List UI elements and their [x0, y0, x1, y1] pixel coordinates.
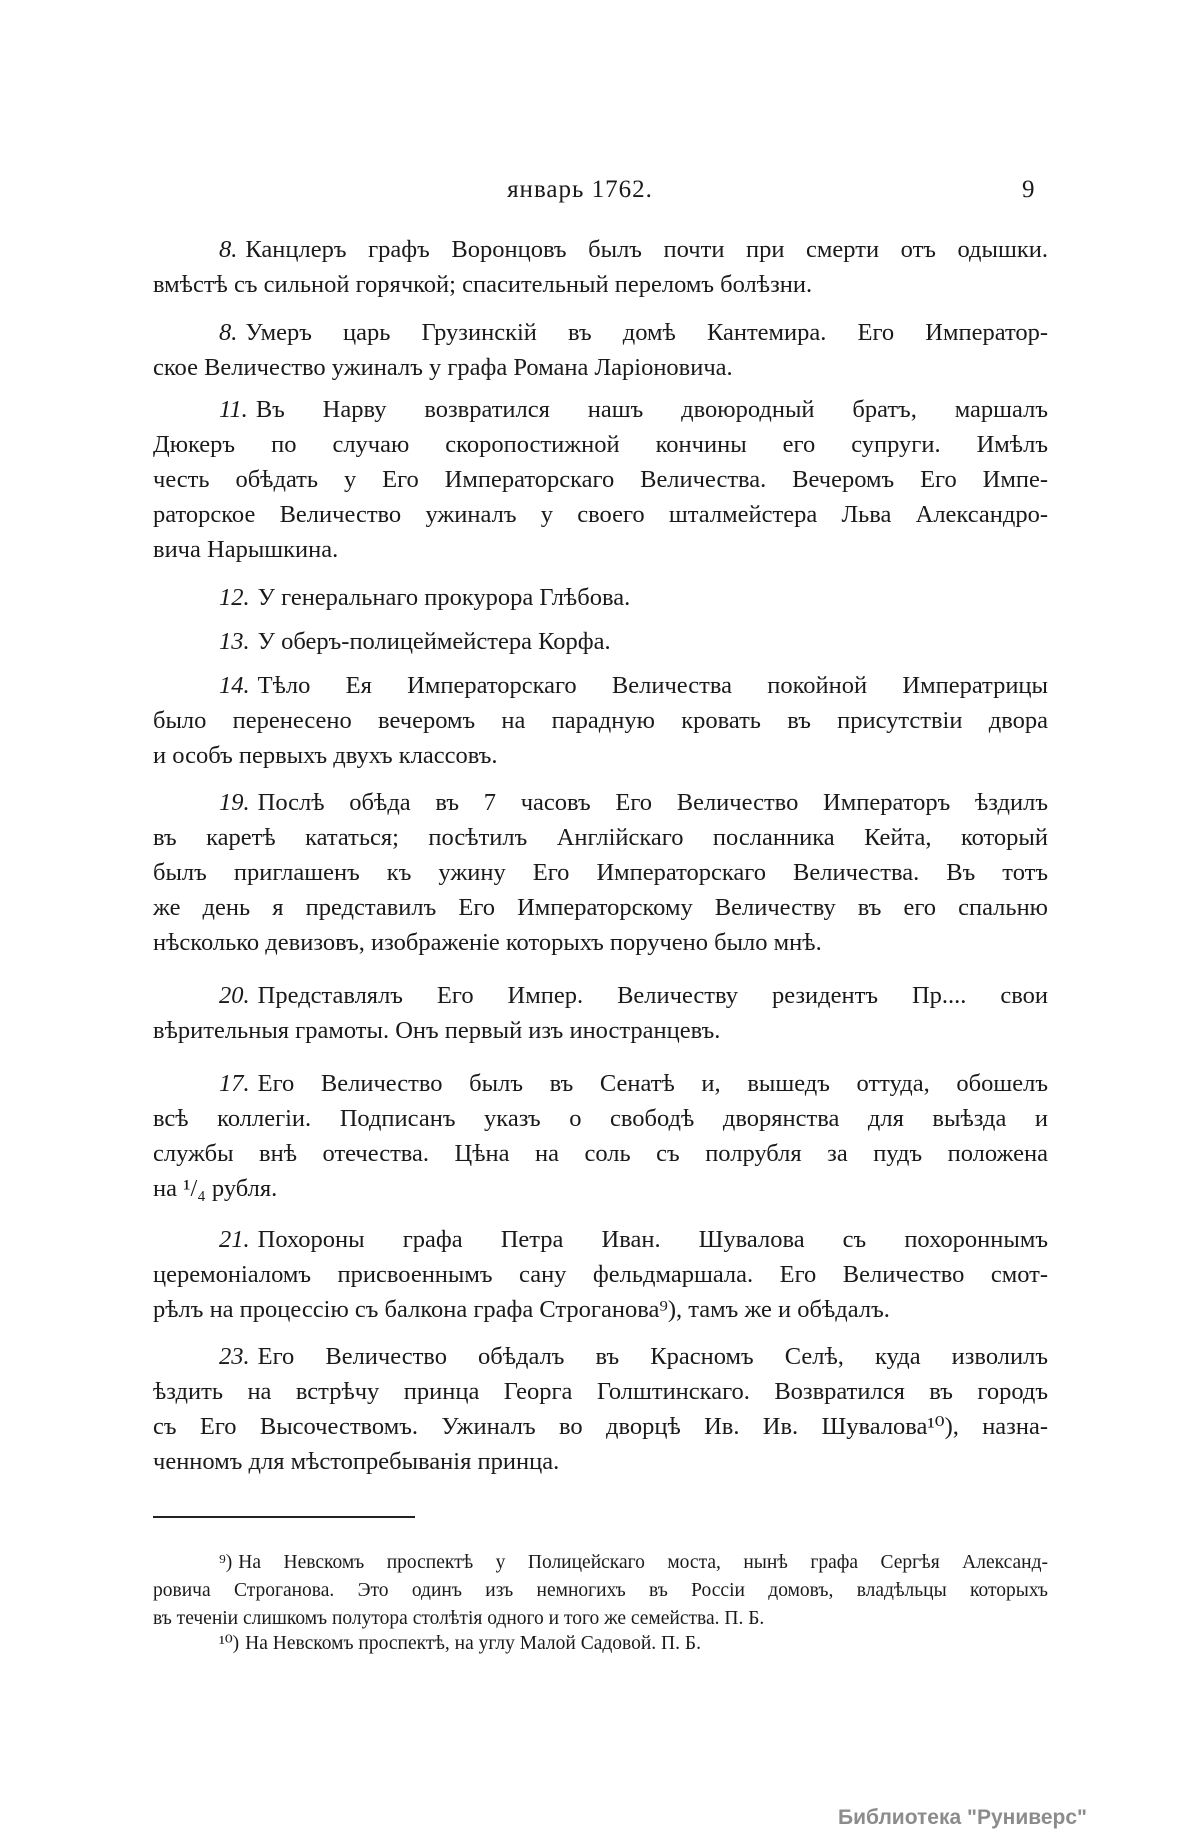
text-line — [153, 855, 1048, 890]
entry-date: 14. — [219, 672, 250, 699]
line-text: въ каретѣ кататься; посѣтилъ Англійскаго посланника Кейта, который — [153, 824, 1048, 851]
line-text: вича Нарышкина. — [153, 536, 339, 563]
line-text: На Невскомъ проспектѣ у Полицейскаго моста, нынѣ графа Сергѣя Александ- — [238, 1552, 1048, 1573]
diary-entry — [153, 580, 1048, 615]
line-text: церемоніаломъ присвоеннымъ сану фельдмаршала. Его Величество смот- — [153, 1261, 1048, 1288]
text-line — [153, 1339, 1048, 1374]
text-line — [153, 1374, 1048, 1409]
line-text: ское Величество ужиналъ у графа Романа Ларіоновича. — [153, 354, 733, 381]
library-watermark: Библиотека "Руниверс" — [838, 1806, 1088, 1829]
entry-date: 23. — [219, 1343, 250, 1370]
footnote-mark: ¹⁰) — [219, 1633, 240, 1654]
text-line — [153, 462, 1048, 497]
text-line — [153, 1171, 1048, 1206]
diary-entry — [153, 1066, 1048, 1206]
line-text: честь обѣдать у Его Императорскаго Величества. Вечеромъ Его Импе- — [153, 466, 1048, 493]
line-text: Дюкеръ по случаю скоропостижной кончины его супруги. Имѣлъ — [153, 431, 1048, 458]
text-line — [153, 1292, 1048, 1327]
line-text: Умеръ царь Грузинскій въ домѣ Кантемира. Его Император- — [245, 319, 1048, 346]
footnote — [153, 1630, 1048, 1658]
diary-entry — [153, 232, 1048, 302]
entry-date: 8. — [219, 236, 238, 263]
text-line — [153, 427, 1048, 462]
line-text: съ Его Высочествомъ. Ужиналъ во дворцѣ Ив. Ив. Шувалова¹⁰), назна- — [153, 1413, 1048, 1440]
footnote-mark: ⁹) — [219, 1552, 233, 1573]
text-line — [153, 580, 1048, 615]
line-text: и особъ первыхъ двухъ классовъ. — [153, 742, 498, 769]
text-line — [153, 703, 1048, 738]
running-title: январь 1762. — [507, 176, 653, 203]
text-line — [153, 1136, 1048, 1171]
text-line — [153, 820, 1048, 855]
line-text: Его Величество былъ въ Сенатѣ и, вышедъ оттуда, обошелъ — [257, 1070, 1048, 1097]
diary-entry — [153, 1222, 1048, 1327]
footnote-divider — [153, 1516, 415, 1518]
footnote-line — [153, 1630, 1048, 1658]
text-line — [153, 232, 1048, 267]
diary-entry — [153, 785, 1048, 960]
line-text: раторское Величество ужиналъ у своего шталмейстера Льва Александро- — [153, 501, 1048, 528]
text-line — [153, 315, 1048, 350]
text-line — [153, 350, 1048, 385]
line-text: Его Величество обѣдалъ въ Красномъ Селѣ, куда изволилъ — [257, 1343, 1048, 1370]
entry-date: 12. — [219, 584, 250, 611]
entry-date: 11. — [219, 396, 248, 423]
line-text: же день я представилъ Его Императорскому Величеству въ его спальню — [153, 894, 1048, 921]
diary-entry — [153, 1339, 1048, 1479]
line-text: на ¹/₄ рубля. — [153, 1175, 278, 1202]
line-text: Тѣло Ея Императорскаго Величества покойной Императрицы — [257, 672, 1048, 699]
page-number: 9 — [1022, 176, 1036, 203]
line-text: ѣздить на встрѣчу принца Георга Голштинскаго. Возвратился въ городъ — [153, 1378, 1048, 1405]
line-text: службы внѣ отечества. Цѣна на соль съ полрубля за пудъ положена — [153, 1140, 1048, 1167]
line-text: былъ приглашенъ къ ужину Его Императорскаго Величества. Въ тотъ — [153, 859, 1048, 886]
line-text: ровича Строганова. Это одинъ изъ немногихъ въ Россіи домовъ, владѣльцы которыхъ — [153, 1580, 1048, 1601]
entry-date: 17. — [219, 1070, 250, 1097]
entry-date: 8. — [219, 319, 238, 346]
line-text: На Невскомъ проспектѣ, на углу Малой Садовой. П. Б. — [245, 1633, 701, 1654]
line-text: Похороны графа Петра Иван. Шувалова съ похороннымъ — [257, 1226, 1048, 1253]
line-text: нѣсколько девизовъ, изображеніе которыхъ поручено было мнѣ. — [153, 929, 822, 956]
text-line — [153, 624, 1048, 659]
text-line — [153, 1013, 1048, 1048]
diary-entry — [153, 315, 1048, 385]
text-line — [153, 925, 1048, 960]
text-line — [153, 1101, 1048, 1136]
text-line — [153, 785, 1048, 820]
text-line — [153, 267, 1048, 302]
footnote-line — [153, 1549, 1048, 1577]
line-text: У генеральнаго прокурора Глѣбова. — [257, 584, 631, 611]
line-text: Канцлеръ графъ Воронцовъ былъ почти при смерти отъ одышки. — [245, 236, 1048, 263]
diary-entry — [153, 624, 1048, 659]
diary-entry — [153, 392, 1048, 567]
text-line — [153, 1222, 1048, 1257]
footnote-line — [153, 1605, 1048, 1633]
line-text: въ теченіи слишкомъ полутора столѣтія одного и того же семейства. П. Б. — [153, 1608, 765, 1629]
line-text: рѣлъ на процессію съ балкона графа Строганова⁹), тамъ же и обѣдалъ. — [153, 1296, 890, 1323]
text-line — [153, 738, 1048, 773]
entry-date: 19. — [219, 789, 250, 816]
text-line — [153, 1409, 1048, 1444]
footnote — [153, 1549, 1048, 1633]
line-text: всѣ коллегіи. Подписанъ указъ о свободѣ дворянства для выѣзда и — [153, 1105, 1048, 1132]
line-text: ченномъ для мѣстопребыванія принца. — [153, 1448, 560, 1475]
entry-date: 20. — [219, 982, 250, 1009]
text-line — [153, 392, 1048, 427]
text-line — [153, 1257, 1048, 1292]
diary-entry — [153, 978, 1048, 1048]
line-text: У оберъ-полицеймейстера Корфа. — [257, 628, 611, 655]
line-text: Послѣ обѣда въ 7 часовъ Его Величество Императоръ ѣздилъ — [257, 789, 1048, 816]
text-line — [153, 1066, 1048, 1101]
entry-date: 21. — [219, 1226, 250, 1253]
text-line — [153, 890, 1048, 925]
entry-date: 13. — [219, 628, 250, 655]
text-line — [153, 497, 1048, 532]
line-text: Представлялъ Его Импер. Величеству резидентъ Пр.... свои — [257, 982, 1048, 1009]
line-text: было перенесено вечеромъ на парадную кровать въ присутствіи двора — [153, 707, 1048, 734]
text-line — [153, 978, 1048, 1013]
line-text: Въ Нарву возвратился нашъ двоюродный братъ, маршалъ — [255, 396, 1048, 423]
line-text: вмѣстѣ съ сильной горячкой; спасительный переломъ болѣзни. — [153, 271, 813, 298]
footnote-line — [153, 1577, 1048, 1605]
text-line — [153, 532, 1048, 567]
line-text: вѣрительныя грамоты. Онъ первый изъ иностранцевъ. — [153, 1017, 721, 1044]
diary-entry — [153, 668, 1048, 773]
text-line — [153, 1444, 1048, 1479]
text-line — [153, 668, 1048, 703]
